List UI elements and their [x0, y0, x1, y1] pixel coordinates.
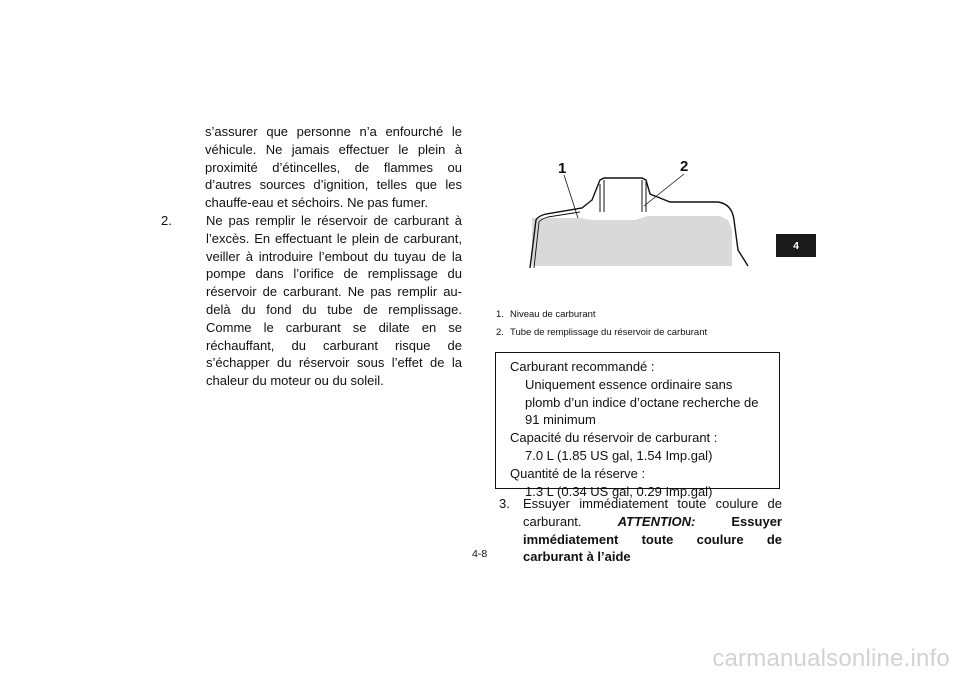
- list-item-text: [523, 495, 782, 566]
- left-column: [160, 123, 462, 390]
- step3-text: Essuyer immédiatement toute coulure de carburant.: [523, 496, 782, 529]
- page-number: 4-8: [472, 548, 488, 560]
- fuel-spec-box: [495, 352, 780, 499]
- list-item-number: 3.: [499, 496, 510, 511]
- list-item-number: 2.: [161, 212, 172, 228]
- reserve-value: 1.3 L (0.34 US gal, 0.29 Imp.gal): [525, 483, 713, 499]
- list-item-3: [498, 495, 782, 566]
- reserve-label: Quantité de la réserve :: [510, 465, 646, 481]
- caption-text: Niveau de carburant: [510, 309, 596, 320]
- callout-line-2: [644, 174, 684, 206]
- caption-2: [496, 324, 796, 342]
- fuel-label: Carburant recommandé :: [510, 359, 655, 374]
- fuel-tank-illustration: [520, 150, 760, 275]
- callout-line-1: [564, 175, 578, 218]
- caution-label: ATTENTION:: [617, 513, 696, 529]
- list-item-text: Ne pas remplir le réservoir de carburant à l’excès. En effectuant le plein de carburant, veiller à introduire l’embout du tuyau de la pompe dans l’orifice de remplissage du réservoir de carburant. Ne pas remplir au-delà du fond du tube de remplissage. Comme le carburant se dilate en se réchauffant, du carburant risque de s’échapper du réservoir sous l’effet de la chaleur du moteur ou du soleil.: [206, 212, 462, 389]
- filler-neck: [600, 180, 646, 212]
- figure-label-1: 1: [558, 160, 567, 177]
- caption-number: 1.: [496, 309, 504, 320]
- caption-text: Tube de remplissage du réservoir de carburant: [510, 327, 708, 338]
- caption-number: 2.: [496, 327, 504, 338]
- capacity-label: Capacité du réservoir de carburant :: [510, 430, 718, 446]
- continued-paragraph: s’assurer que personne n’a enfourché le véhicule. Ne jamais effectuer le plein à proximité d’étincelles, de flammes ou d’autres sources d’ignition, telles que les chauffe-eau et séchoirs. Ne pas fumer.: [205, 124, 462, 211]
- fuel-level-area: [532, 216, 732, 266]
- caution-text: Essuyer immédiatement toute coulure de carburant à l’aide: [523, 513, 782, 565]
- fuel-value: Uniquement essence ordinaire sans plomb d’un indice d’octane recherche de 91 minimum: [525, 376, 759, 428]
- figure-label-2: 2: [680, 158, 689, 175]
- capacity-value: 7.0 L (1.85 US gal, 1.54 Imp.gal): [525, 447, 713, 463]
- figure-captions: [496, 306, 796, 342]
- list-item-2: [160, 212, 462, 390]
- chapter-tab: 4: [776, 234, 816, 257]
- caption-1: [496, 306, 796, 324]
- watermark: carmanualsonline.info: [712, 645, 950, 672]
